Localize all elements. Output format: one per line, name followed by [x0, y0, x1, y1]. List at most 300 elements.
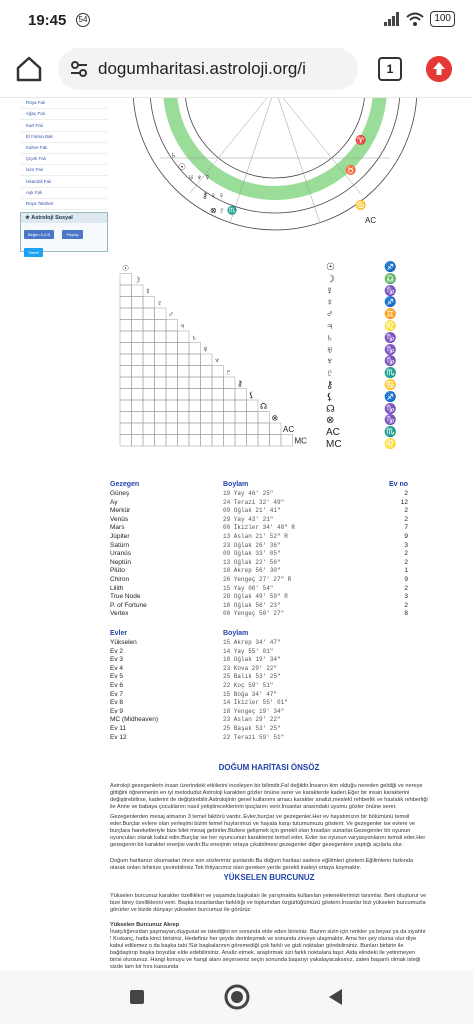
planet-glyph: ♀: [326, 297, 334, 309]
house-name: Ev 12: [110, 733, 127, 741]
aspect-cell: [120, 297, 132, 309]
house-row: [110, 665, 420, 674]
planet-house: 2: [404, 550, 408, 558]
site-info-icon[interactable]: [70, 60, 88, 78]
aspect-cell: [120, 274, 132, 286]
house-name: Ev 6: [110, 681, 124, 689]
aspect-cell: [155, 377, 167, 389]
aspect-cell: [120, 389, 132, 401]
sidebar-link[interactable]: Kart Falı: [20, 120, 108, 131]
share-button[interactable]: Paylaş: [62, 230, 82, 239]
sign-glyph: ♎: [384, 273, 397, 285]
planet-house: 12: [400, 498, 408, 506]
intro-paragraph-3: Doğum haritanızı okumadan önce son sözlerimiz şunlardır.Bu doğum haritası sadece eğilimleri gösterir.Eğilimlerin farkında olarak onları lehinize çevirebilirsiz.Tek ihtiyacımız olan gereken yerde gerekli iradeyi ortaya koymaktır.: [110, 858, 414, 871]
home-nav-icon[interactable]: [224, 984, 250, 1010]
aspect-cell: [212, 435, 224, 447]
planet-name: Neptün: [110, 558, 131, 566]
sign-glyph: ♌: [384, 439, 397, 450]
house-name: Yükselen: [110, 639, 137, 646]
aspect-cell: [258, 423, 270, 435]
aspect-cell: [212, 366, 224, 378]
planet-row: [110, 516, 420, 525]
aspect-cell: [155, 435, 167, 447]
aspect-cell: [201, 412, 213, 424]
aspect-cell: [166, 331, 178, 343]
house-row: [110, 691, 420, 700]
aspect-cell: [166, 435, 178, 447]
aspect-cell: [143, 354, 155, 366]
browser-toolbar: [0, 40, 473, 98]
system-icons: [384, 11, 455, 27]
planet-row: [110, 610, 420, 619]
sign-glyph: ♑: [384, 415, 397, 427]
aspect-cell: [178, 331, 190, 343]
house-degree: 15 Akrep 34' 47": [223, 639, 281, 646]
recents-icon[interactable]: [128, 988, 146, 1006]
status-time: 19:45: [28, 12, 67, 29]
social-title: ★ Astroloji Sosyal: [21, 213, 107, 223]
sidebar-link[interactable]: Rüya Falı: [20, 98, 108, 109]
sidebar-link[interactable]: Çiçek Falı: [20, 154, 108, 165]
sign-glyph: ♑: [384, 344, 397, 356]
planet-glyph: ☊: [326, 403, 335, 415]
planet-name: Venüs: [110, 515, 129, 523]
planet-house: 2: [404, 490, 408, 497]
planets-table-header: [110, 481, 420, 490]
aspect-cell: [143, 400, 155, 412]
aspect-cell: [143, 343, 155, 355]
aspect-cell: [132, 343, 144, 355]
aspect-glyph: ☽: [133, 275, 141, 285]
planet-glyph: ♇: [326, 368, 334, 380]
planet-row: [110, 507, 420, 516]
aspect-cell: [212, 412, 224, 424]
aspect-cell: [155, 308, 167, 320]
aspect-cell: [189, 412, 201, 424]
planet-house: 2: [404, 584, 408, 592]
aspect-cell: [155, 354, 167, 366]
planet-degree: 00 İkizler 34' 48" R: [223, 524, 296, 532]
planet-house: 2: [404, 601, 408, 609]
house-name: Ev 9: [110, 707, 124, 715]
house-name: MC (Midheaven): [110, 716, 159, 724]
aspect-cell: [155, 366, 167, 378]
aspect-cell: [155, 400, 167, 412]
sidebar: [20, 98, 108, 255]
aspect-grid: [118, 260, 318, 470]
aspect-cell: [189, 354, 201, 366]
aspect-glyph: ⊗: [271, 413, 279, 423]
planet-glyph: ⚸: [326, 391, 334, 403]
aspect-cell: [189, 435, 201, 447]
battery-indicator: 100: [430, 11, 455, 27]
aspect-cell: [178, 366, 190, 378]
aspect-cell: [212, 423, 224, 435]
sign-glyph: ♑: [384, 285, 397, 297]
svg-text:♅ ♆ ☿: ♅ ♆ ☿: [188, 173, 211, 182]
social-box: [20, 212, 108, 255]
svg-text:♉: ♉: [345, 165, 357, 175]
tweet-button[interactable]: Tweet: [24, 248, 43, 257]
aspect-cell: [224, 400, 236, 412]
house-degree: 14 Yay 55' 01": [223, 647, 274, 655]
aspect-cell: [270, 435, 282, 447]
aspect-cell: [235, 435, 247, 447]
ascendant-title: YÜKSELEN BURCUNUZ: [223, 873, 315, 882]
house-name: Ev 4: [110, 664, 124, 672]
aspect-cell: [258, 435, 270, 447]
social-title-label: Astroloji Sosyal: [31, 214, 73, 221]
aspect-cell: [132, 354, 144, 366]
sidebar-link[interactable]: Ağaç Falı: [20, 109, 108, 120]
house-degree: 15 Boğa 34' 47": [223, 690, 278, 698]
aspect-cell: [120, 377, 132, 389]
aspect-cell: [178, 343, 190, 355]
house-name: Ev 2: [110, 647, 124, 655]
house-row: [110, 648, 420, 657]
planet-house: 1: [404, 567, 408, 575]
address-bar[interactable]: [58, 48, 358, 90]
aspect-cell: [235, 389, 247, 401]
planet-degree: 10 Oğlak 56' 23": [223, 601, 281, 609]
aspect-cell: [166, 412, 178, 424]
planet-row: [110, 585, 420, 594]
planet-house: 7: [404, 524, 408, 532]
home-icon[interactable]: [14, 54, 44, 84]
planet-house: 3: [404, 593, 408, 601]
house-name-column-header: Evler: [110, 630, 128, 637]
planet-name: True Node: [110, 593, 141, 601]
aspect-cell: [155, 412, 167, 424]
planet-degree: 19 Yay 46' 25": [223, 490, 274, 497]
aspect-cell: [143, 377, 155, 389]
aspect-cell: [143, 297, 155, 309]
aspect-cell: [212, 400, 224, 412]
aspect-cell: [132, 389, 144, 401]
aspect-cell: [143, 331, 155, 343]
aspect-glyph: ♃: [179, 321, 186, 331]
planet-name: Vertex: [110, 610, 129, 618]
planet-name: Satürn: [110, 541, 130, 549]
sidebar-link[interactable]: İskambil Falı: [20, 176, 108, 187]
aspect-cell: [235, 412, 247, 424]
aspect-cell: [178, 400, 190, 412]
sign-glyph: ♐: [384, 297, 397, 309]
degree-column-header: Boylam: [223, 481, 249, 488]
aspect-cell: [143, 320, 155, 332]
sign-glyph: ♐: [384, 262, 397, 273]
planet-degree: 13 Oğlak 22' 56": [223, 558, 281, 566]
aspect-cell: [143, 435, 155, 447]
aspect-cell: [120, 400, 132, 412]
birth-chart-wheel: [130, 98, 420, 248]
aspect-cell: [201, 435, 213, 447]
planet-degree: 24 Terazi 32' 49": [223, 498, 285, 506]
aspect-cell: [143, 412, 155, 424]
aspect-cell: [189, 423, 201, 435]
aspect-cell: [166, 400, 178, 412]
sign-glyph: ♏: [384, 427, 397, 439]
house-row: [110, 656, 420, 665]
planet-glyph: ♆: [326, 356, 334, 368]
planet-row: [110, 490, 420, 499]
aspect-cell: [155, 343, 167, 355]
aspect-cell: [155, 423, 167, 435]
planet-name: Jüpiter: [110, 532, 130, 540]
aspect-cell: [166, 389, 178, 401]
house-degree: 18 Yengeç 19' 34": [223, 707, 285, 715]
planet-row: [110, 542, 420, 551]
back-icon[interactable]: [326, 987, 344, 1007]
aspect-cell: [132, 423, 144, 435]
aspect-cell: [120, 412, 132, 424]
sign-glyph: ♊: [384, 309, 397, 321]
url-text[interactable]: dogumharitasi.astroloji.org/i: [98, 59, 306, 78]
aspect-glyph: ☊: [260, 402, 268, 411]
intro-paragraph-2: Gezegenlerden mesaj almanın 3 temel faktörü vardır..Evler,burçlar ve gezegenler.Her ev hayatımızın bir bölümünü temsil eder.Burçlar evlere olan yerleşimi bizim temel huylarımızı ve hayata karşı tutumumuzu gösterir. Ve gezegenler ise evlere ve burçlara hareketleriyle bize bilet mesaj getirirler.Bizlere gelişmek için gerekli olan fırsatları sunarlar.Gezegenler bir oyunun oyuncuları olarak kabul edin.Burçlar ise her oyuncunun karakterini temsil eder. Evler ise oyunun varyasyonlarını temsil eder.Her gezegenin bir karakter enerjisi vardır.Bu enerjinin ortaya çıkabilmesi gezegenler diğer gezegenlere yaptığı açılarla olur.: [110, 814, 426, 848]
aspect-cell: [178, 377, 190, 389]
svg-text:AC: AC: [365, 216, 377, 225]
house-row: [110, 699, 420, 708]
aspect-glyph: ♀: [156, 298, 163, 308]
house-column-header: Ev no: [388, 481, 408, 488]
planet-degree: 09 Oğlak 21' 41": [223, 507, 281, 515]
aspect-cell: [201, 366, 213, 378]
planet-name: P. of Fortune: [110, 601, 147, 609]
aspect-glyph: ☿: [145, 287, 151, 296]
svg-text:♈: ♈: [355, 135, 367, 145]
tab-switcher-button[interactable]: 1: [378, 57, 402, 81]
planet-row: [110, 524, 420, 533]
planet-glyph: ☉: [326, 262, 335, 273]
aspect-cell: [155, 331, 167, 343]
aspect-cell: [281, 435, 293, 447]
sidebar-link[interactable]: Rüya Tabirleri: [20, 199, 108, 210]
aspect-cell: [132, 377, 144, 389]
aspect-cell: [189, 400, 201, 412]
planet-name: Chiron: [110, 575, 130, 583]
sidebar-link[interactable]: Kahve Falı: [20, 143, 108, 154]
planet-name: Merkür: [110, 507, 131, 515]
aspect-cell: [201, 400, 213, 412]
sidebar-link[interactable]: El Falına Bak: [20, 132, 108, 143]
aspect-cell: [120, 366, 132, 378]
planet-house: 9: [404, 532, 408, 540]
house-row: [110, 725, 420, 734]
sign-glyph: ♑: [384, 356, 397, 368]
house-degree: 18 Oğlak 19' 34": [223, 656, 281, 664]
aspect-glyph: ♂: [168, 310, 174, 319]
aspect-cell: [155, 389, 167, 401]
aspect-cell: [224, 377, 236, 389]
aspect-glyph: ♅: [202, 344, 209, 354]
sidebar-link[interactable]: İsim Falı: [20, 165, 108, 176]
svg-text:⚷ ♀ ♀: ⚷ ♀ ♀: [202, 191, 225, 200]
aspect-cell: [120, 435, 132, 447]
aspect-cell: [247, 435, 259, 447]
aspect-cell: [132, 366, 144, 378]
aspect-cell: [120, 354, 132, 366]
planet-sign-column: [320, 262, 420, 457]
aspect-cell: [120, 320, 132, 332]
aspect-glyph: ☉: [122, 264, 130, 273]
planet-glyph: ♅: [326, 344, 334, 356]
aspect-cell: [224, 412, 236, 424]
svg-text:♄: ♄: [170, 150, 177, 160]
aspect-cell: [132, 308, 144, 320]
planet-degree: 13 Aslan 21' 52" R: [223, 532, 288, 540]
aspect-cell: [224, 423, 236, 435]
planet-rows: [110, 490, 420, 619]
ascendant-paragraph-1: Yükselen burcunuz karakter özellikleri ve yaşamda başkaları ile yarışmakta kullanılan yeteneklerimizi tanımlar. Beni oluşturur ve bize birey özelliklerini verir. Başka insanlardan farklılığı ve toplumdan özgürlüğümüzü gösterir.İnsanlar bizi yükselen burcumuzla görürler ve bizde dünyayı yükselen burcumuz ile görürüz: [110, 893, 427, 913]
planet-house: 2: [404, 558, 408, 566]
aspect-cell: [224, 389, 236, 401]
ascendant-paragraph-2: İnatçılığınızdan şaşmayan,duygusal ve istediğini en sonunda elde eden birisiniz. Bazen sizin için renkler ya beyaz ya da siyahtır ! Kıskanç, hatta kinci birisiniz. Hedefiniz her şeyde derinleşmek ve sonunda zirveye ulaşmaktır. Ama her şey olursa olur diye kabul edilemez o da başka tabi !Siz başkalarının göremediği çok farklı ve gizli noktaları görebilirsiniz. Bunları birbirin ile bağdaştırıp başka boyutlar elde edebilirsiniz. Analiz etmek, araştırmak sizi farklı noktalara taşır. Aida elindeki ile yetinmeyen birisi olursunuz. Hangi konuyu ve hangi alanı seçerseniz seçin sonunda başarıyı yakalayacaksınız, zaten başarılı olmak isteği sizde tam bir hırs kaosunda: [110, 929, 426, 970]
house-name: Ev 3: [110, 656, 124, 664]
signal-icon: [384, 12, 400, 26]
aspect-cell: [247, 423, 259, 435]
houses-table-header: [110, 630, 420, 639]
aspect-cell: [120, 331, 132, 343]
aspect-glyph: ♆: [214, 356, 220, 365]
sign-glyph: ♌: [384, 321, 397, 332]
aspect-cell: [178, 423, 190, 435]
houses-table: [110, 630, 420, 742]
aspect-cell: [143, 366, 155, 378]
aspect-glyph: ⚷: [237, 379, 243, 388]
sign-glyph: ♑: [384, 332, 397, 344]
planet-glyph: ♃: [326, 321, 334, 332]
aspect-cell: [143, 423, 155, 435]
planet-name: Plüto: [110, 567, 125, 575]
aspect-cell: [201, 389, 213, 401]
aspect-cell: [120, 308, 132, 320]
aspect-cell: [166, 320, 178, 332]
aspect-cell: [166, 423, 178, 435]
planet-row: [110, 550, 420, 559]
planet-glyph: ♂: [326, 309, 334, 321]
aspect-cell: [258, 412, 270, 424]
planet-degree: 26 Yengeç 27' 27" R: [223, 575, 292, 583]
sign-glyph: ♑: [384, 403, 397, 415]
svg-text:☉: ☉: [178, 162, 187, 172]
notification-badge: 54: [76, 13, 90, 27]
sign-glyph: ♏: [384, 368, 397, 380]
planet-row: [110, 559, 420, 568]
intro-paragraph-1: Astroloji gezegenlerin insan üzerindeki etkilerini inceleyen bir bilimdir.Fal değildir.İnsanın kim olduğu nereden geldiği ve nereye gittiğini öğrenmenin en iyi metodudur.Astroloji karakteri gözler önüne serer ve karakterde kaderi.Eğer bir insan karakterini değiştirebilirse, kaderini de değiştirebilir.Astrolojinin genel kullanımı amacı karakter analizi,meslekî rehberlik ve haslalık rehberliği ile Anne ve babaya çocuklarını nasıl yetiştireceklerinin ipuçlarını verir.İnsanlar arasındaki uyumu gözler önüne serer.: [110, 783, 428, 810]
aspect-glyph: ♄: [191, 333, 197, 342]
planet-glyph: ⚷: [326, 380, 334, 391]
planet-glyph: ⊗: [326, 415, 335, 427]
aspect-cell: [166, 343, 178, 355]
planet-glyph: ☽: [326, 273, 335, 285]
house-degree: 14 İkizler 55' 01": [223, 699, 288, 707]
aspect-cell: [143, 308, 155, 320]
aspect-cell: [270, 423, 282, 435]
planets-table: [110, 481, 420, 619]
aspect-cell: [235, 400, 247, 412]
aspect-cell: [132, 331, 144, 343]
planet-degree: 23 Oğlak 26' 36": [223, 541, 281, 549]
planet-name: Güneş: [110, 490, 130, 497]
house-row: [110, 734, 420, 743]
aspect-cell: [120, 343, 132, 355]
house-name: Ev 7: [110, 690, 124, 698]
aspect-glyph: MC: [294, 436, 307, 446]
aspect-cell: [224, 435, 236, 447]
planet-glyph: AC: [326, 427, 340, 439]
aspect-cell: [201, 377, 213, 389]
sidebar-link[interactable]: Aşk Falı: [20, 188, 108, 199]
planet-row: [110, 499, 420, 508]
planet-degree: 29 Yay 43' 21": [223, 515, 274, 523]
svg-text:♋: ♋: [355, 200, 367, 210]
planet-house: 2: [404, 515, 408, 523]
planet-row: [110, 576, 420, 585]
aspect-cell: [247, 400, 259, 412]
planet-house: 9: [404, 575, 408, 583]
intro-title: DOĞUM HARİTASI ÖNSÖZ: [218, 763, 320, 772]
house-degree: 23 Aslan 29' 22": [223, 716, 281, 724]
planet-house: 3: [404, 541, 408, 549]
aspect-cell: [120, 285, 132, 297]
planet-glyph: ♄: [326, 332, 334, 344]
planet-glyph: ☿: [326, 285, 334, 297]
aspect-cell: [166, 354, 178, 366]
aspect-cell: [132, 320, 144, 332]
planet-row: [110, 602, 420, 611]
android-nav-bar: [0, 970, 473, 1024]
planet-name: Lilith: [110, 584, 124, 592]
aspect-cell: [120, 423, 132, 435]
aspect-cell: [178, 435, 190, 447]
house-degree: 23 Kova 29' 22": [223, 664, 278, 672]
planet-degree: 28 Oğlak 49' 59" R: [223, 593, 288, 601]
house-row: [110, 716, 420, 725]
aspect-cell: [132, 435, 144, 447]
aspect-cell: [178, 354, 190, 366]
planet-degree: 15 Yay 00' 54": [223, 584, 274, 592]
aspect-cell: [132, 400, 144, 412]
house-degree: 22 Terazi 59' 51": [223, 733, 285, 741]
page-content: [0, 98, 473, 970]
planet-name: Uranüs: [110, 550, 131, 558]
house-degree: 22 Koç 59' 51": [223, 681, 274, 689]
aspect-cell: [201, 354, 213, 366]
planet-name: Ay: [110, 498, 118, 506]
aspect-cell: [132, 297, 144, 309]
house-row: [110, 673, 420, 682]
house-degree-column-header: Boylam: [223, 630, 249, 637]
aspect-cell: [212, 389, 224, 401]
planet-degree: 09 Oğlak 33' 05": [223, 550, 281, 558]
aspect-cell: [201, 423, 213, 435]
aspect-cell: [178, 412, 190, 424]
update-icon[interactable]: [426, 56, 452, 82]
planet-row: [110, 533, 420, 542]
aspect-glyph: ⚸: [248, 390, 255, 400]
aspect-cell: [189, 366, 201, 378]
like-button[interactable]: Beğen 5,4 B: [24, 230, 54, 239]
aspect-cell: [247, 412, 259, 424]
aspect-cell: [189, 389, 201, 401]
aspect-cell: [132, 285, 144, 297]
sign-glyph: ♐: [384, 391, 397, 403]
sign-glyph: ♋: [384, 380, 397, 391]
house-name: Ev 5: [110, 673, 124, 681]
sidebar-links: [20, 98, 108, 210]
planet-column-header: Gezegen: [110, 481, 140, 488]
